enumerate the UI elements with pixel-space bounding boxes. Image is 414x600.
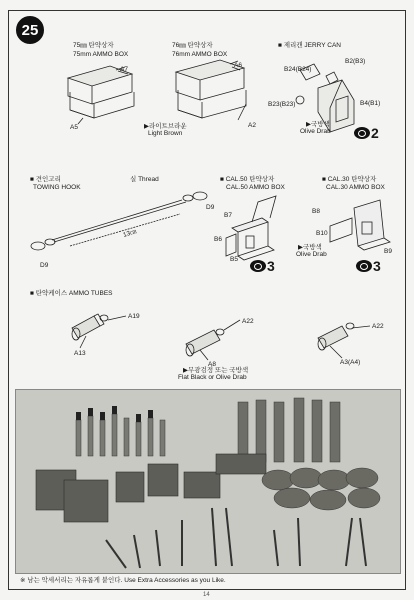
ammo75-title-ko: 75㎜ 탄약상자 bbox=[73, 42, 114, 49]
color-note-ko: ▶라이트브라운 bbox=[144, 123, 187, 130]
part-label: A8 bbox=[208, 361, 216, 368]
color-note-en: Flat Black or Olive Drab bbox=[178, 374, 247, 381]
part-label: B23(B23) bbox=[268, 101, 296, 108]
tubes-title: ■ 탄약케이스 AMMO TUBES bbox=[30, 290, 113, 297]
paint-blob-icon bbox=[250, 260, 266, 272]
part-label: B10 bbox=[316, 230, 328, 237]
thread-label: 실 Thread bbox=[130, 176, 159, 183]
cal50-title-ko: ■ CAL.50 탄약상자 bbox=[220, 176, 275, 183]
towing-title-ko: ■ 견인고리 bbox=[30, 176, 61, 183]
part-label: B6 bbox=[214, 236, 222, 243]
cal30-title-ko: ■ CAL.30 탄약상자 bbox=[322, 176, 377, 183]
paint-quantity: 3 bbox=[356, 258, 381, 274]
paint-blob-icon bbox=[356, 260, 372, 272]
ammo76-title-en: 76mm AMMO BOX bbox=[172, 51, 228, 58]
part-label: B5 bbox=[230, 256, 238, 263]
part-label: A6 bbox=[234, 62, 242, 69]
paint-blob-icon bbox=[354, 127, 370, 139]
footer-note: ※ 남는 악세서리는 자유롭게 붙인다. Use Extra Accessories as you Like. bbox=[20, 577, 226, 584]
part-label: D9 bbox=[40, 262, 49, 269]
color-note-en: Olive Drab bbox=[300, 128, 331, 135]
part-label: B8 bbox=[312, 208, 320, 215]
color-note-ko: ▶국방색 bbox=[306, 121, 330, 128]
color-note-ko: ▶무광검정 또는 국방색 bbox=[183, 367, 249, 374]
part-label: A3(A4) bbox=[340, 359, 361, 366]
part-label: A7 bbox=[120, 66, 128, 73]
paint-quantity: 3 bbox=[250, 258, 275, 274]
color-note-en: Olive Drab bbox=[296, 251, 327, 258]
color-note-en: Light Brown bbox=[148, 130, 183, 137]
page-number: 14 bbox=[203, 592, 210, 598]
part-label: A13 bbox=[74, 350, 86, 357]
part-label: B9 bbox=[384, 248, 392, 255]
accessories-illustration bbox=[16, 390, 400, 573]
part-label: A22 bbox=[372, 323, 384, 330]
ammo75-title-en: 75mm AMMO BOX bbox=[73, 51, 129, 58]
towing-title-en: TOWING HOOK bbox=[33, 184, 81, 191]
paint-quantity: 2 bbox=[354, 125, 379, 141]
part-label: B2(B3) bbox=[345, 58, 366, 65]
part-label: B4(B1) bbox=[360, 100, 381, 107]
color-note-ko: ▶국방색 bbox=[298, 244, 322, 251]
part-label: D9 bbox=[206, 204, 215, 211]
jerrycan-title: ■ 제리캔 JERRY CAN bbox=[278, 42, 341, 49]
cal30-title-en: CAL.30 AMMO BOX bbox=[326, 184, 385, 191]
part-label: B7 bbox=[224, 212, 232, 219]
part-label: A19 bbox=[128, 313, 140, 320]
part-label: A2 bbox=[248, 122, 256, 129]
step-number-badge: 25 bbox=[16, 16, 44, 44]
accessories-photo bbox=[15, 389, 401, 574]
ammo76-title-ko: 76㎜ 탄약상자 bbox=[172, 42, 213, 49]
part-label: A5 bbox=[70, 124, 78, 131]
part-label: B24(B24) bbox=[284, 66, 312, 73]
part-label: A22 bbox=[242, 318, 254, 325]
length-label: 13㎝ bbox=[122, 228, 138, 239]
cal50-title-en: CAL.50 AMMO BOX bbox=[226, 184, 285, 191]
